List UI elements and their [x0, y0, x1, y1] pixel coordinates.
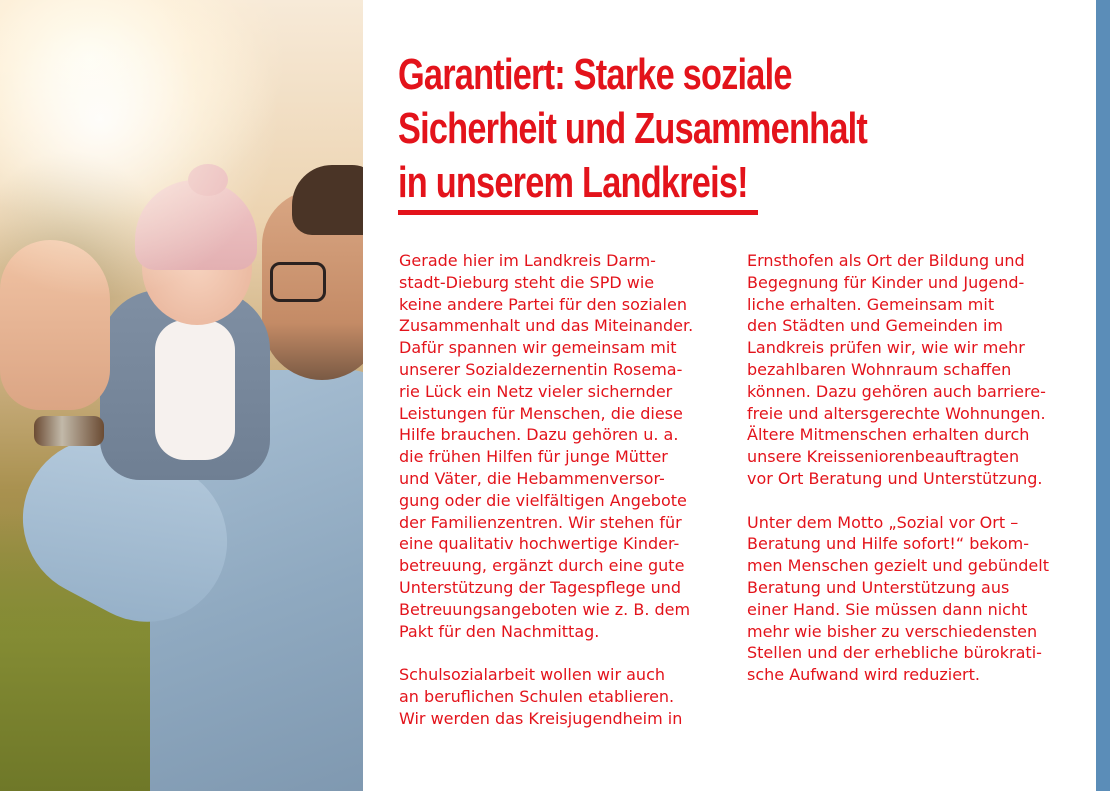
hero-photo	[0, 0, 363, 791]
text-line: Unterstützung der Tagespflege und	[399, 577, 682, 597]
text-line: Dafür spannen wir gemeinsam mit	[399, 338, 677, 358]
body-paragraph	[747, 250, 1077, 490]
text-line: keine andere Partei für den sozialen	[399, 294, 687, 314]
headline-underline	[398, 210, 758, 215]
text-line: gung oder die vielfältigen Angebote	[399, 490, 687, 510]
text-line: stadt-Dieburg steht die SPD wie	[399, 272, 655, 292]
body-paragraph	[747, 512, 1077, 686]
body-paragraph	[399, 250, 719, 642]
text-line: Zusammenhalt und das Miteinander.	[399, 316, 694, 336]
text-line: Hilfe brauchen. Dazu gehören u. a.	[399, 425, 679, 445]
body-column-left	[399, 250, 719, 751]
body-column-right	[747, 250, 1077, 708]
text-line: mehr wie bisher zu verschiedensten	[747, 621, 1038, 641]
text-line: Begegnung für Kinder und Jugend-	[747, 272, 1025, 292]
headline-line: Garantiert: Starke soziale	[398, 50, 792, 99]
text-line: Wir werden das Kreisjugendheim in	[399, 708, 683, 728]
page-edge-stripe	[1096, 0, 1110, 791]
text-line: freie und altersgerechte Wohnungen.	[747, 403, 1046, 423]
text-line: Landkreis prüfen wir, wie wir mehr	[747, 338, 1025, 358]
text-line: unsere Kreisseniorenbeauftragten	[747, 447, 1020, 467]
text-line: Beratung und Unterstützung aus	[747, 577, 1010, 597]
text-line: Unter dem Motto „Sozial vor Ort –	[747, 512, 1019, 532]
text-line: einer Hand. Sie müssen dann nicht	[747, 599, 1028, 619]
headline-line: Sicherheit und Zusammenhalt	[398, 104, 868, 153]
photo-father-hair	[292, 165, 363, 235]
text-line: men Menschen gezielt und gebündelt	[747, 556, 1049, 576]
text-line: unserer Sozialdezernentin Rosema-	[399, 359, 683, 379]
text-line: die frühen Hilfen für junge Mütter	[399, 447, 668, 467]
text-line: bezahlbaren Wohnraum schaffen	[747, 359, 1012, 379]
text-line: Ernsthofen als Ort der Bildung und	[747, 251, 1025, 270]
text-line: können. Dazu gehören auch barriere-	[747, 381, 1046, 401]
body-paragraph	[399, 664, 719, 729]
text-line: betreuung, ergänzt durch eine gute	[399, 556, 685, 576]
text-line: Gerade hier im Landkreis Darm-	[399, 251, 656, 270]
text-line: Beratung und Hilfe sofort!“ bekom-	[747, 534, 1030, 554]
text-line: rie Lück ein Netz vieler sichernder	[399, 381, 673, 401]
photo-baby-shirt	[155, 320, 235, 460]
text-line: sche Aufwand wird reduziert.	[747, 665, 980, 685]
page-headline	[398, 48, 867, 210]
text-line: der Familienzentren. Wir stehen für	[399, 512, 682, 532]
text-line: Schulsozialarbeit wollen wir auch	[399, 665, 665, 685]
photo-wristwatch	[34, 416, 104, 446]
text-line: den Städten und Gemeinden im	[747, 316, 1003, 336]
text-line: Betreuungsangeboten wie z. B. dem	[399, 599, 691, 619]
text-line: eine qualitativ hochwertige Kinder-	[399, 534, 680, 554]
text-line: liche erhalten. Gemeinsam mit	[747, 294, 995, 314]
headline-line: in unserem Landkreis!	[398, 158, 748, 207]
text-line: Leistungen für Menschen, die diese	[399, 403, 683, 423]
text-line: Pakt für den Nachmittag.	[399, 621, 600, 641]
text-line: vor Ort Beratung und Unterstützung.	[747, 468, 1043, 488]
text-line: an beruflichen Schulen etablieren.	[399, 686, 675, 706]
text-line: Stellen und der erhebliche bürokrati-	[747, 643, 1042, 663]
photo-father-glasses	[270, 262, 326, 302]
text-line: Ältere Mitmenschen erhalten durch	[747, 425, 1030, 445]
text-line: und Väter, die Hebammenversor-	[399, 468, 665, 488]
